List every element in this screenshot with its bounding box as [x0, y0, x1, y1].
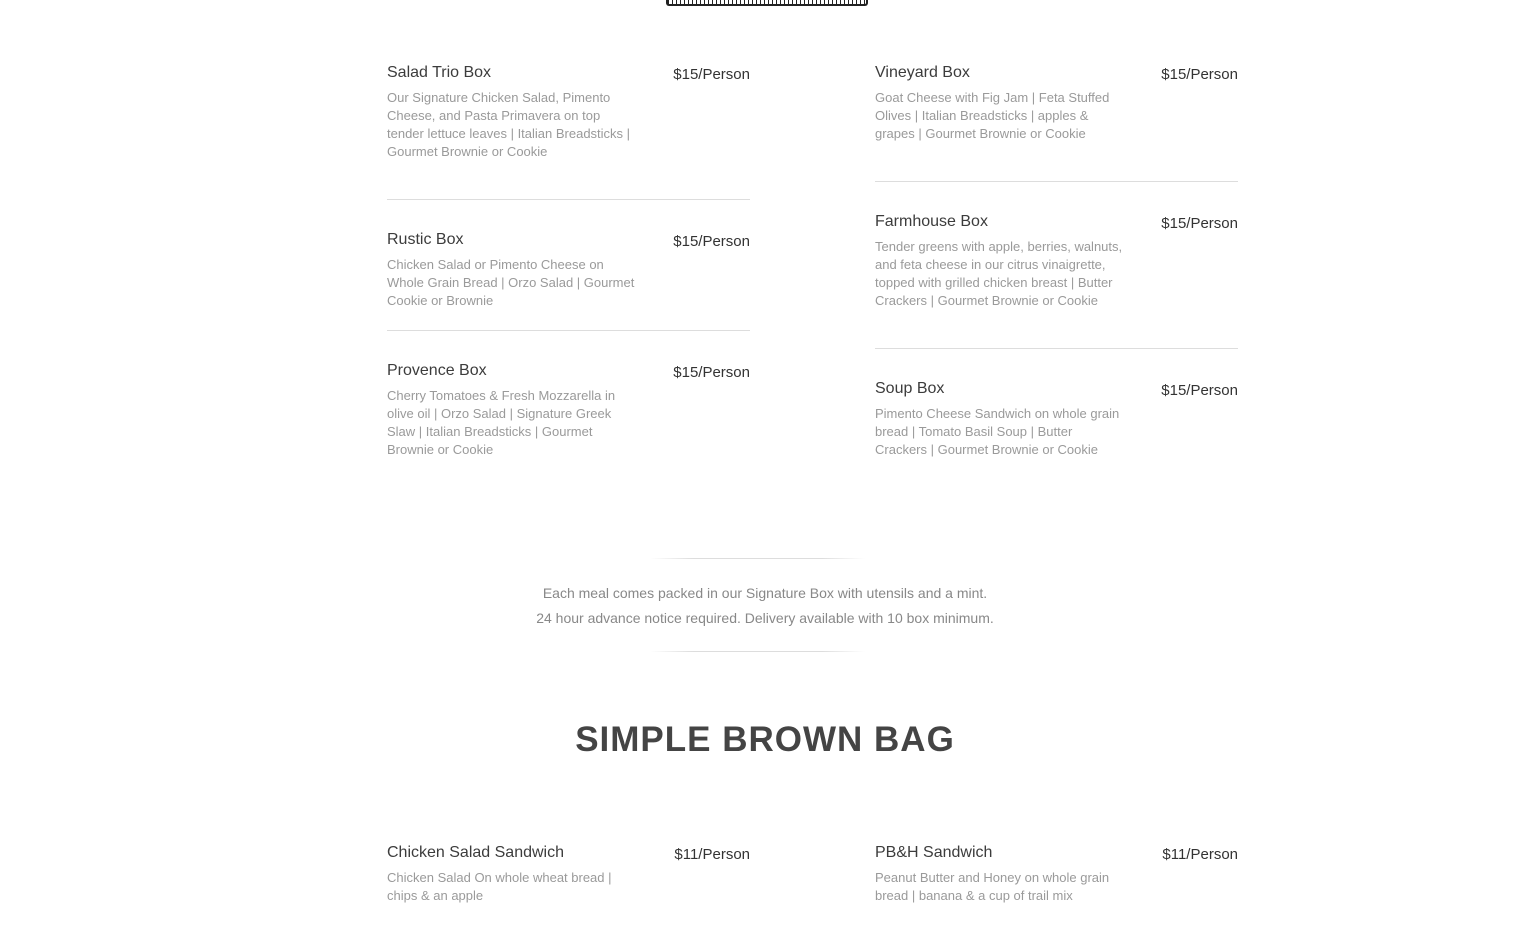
item-description: Goat Cheese with Fig Jam | Feta Stuffed Olives | Italian Breadsticks | apples & grapes | Gourmet Brownie or Cookie [875, 90, 1110, 141]
divider [875, 348, 1238, 349]
item-title: Rustic Box [387, 231, 464, 248]
note-packing: Each meal comes packed in our Signature Box with utensils and a mint. [542, 585, 988, 601]
item-title: Vineyard Box [875, 64, 970, 81]
item-title: Chicken Salad Sandwich [387, 844, 564, 861]
item-price: $15/Person [673, 66, 750, 83]
item-title: PB&H Sandwich [875, 844, 993, 861]
divider [387, 330, 750, 331]
item-description: Our Signature Chicken Salad, Pimento Cheese, and Pasta Primavera on top tender lettuce leaves | Italian Breadsticks | Gourmet Brownie or Cookie [387, 90, 631, 159]
item-title: Soup Box [875, 380, 945, 397]
item-price: $15/Person [1161, 215, 1238, 232]
note-delivery: 24 hour advance notice required. Delivery available with 10 box minimum. [536, 610, 994, 626]
divider [387, 199, 750, 200]
item-title: Provence Box [387, 362, 487, 379]
section-heading: SIMPLE BROWN BAG [575, 720, 955, 759]
item-price: $11/Person [1162, 846, 1238, 863]
item-description: Chicken Salad On whole wheat bread | chips & an apple [387, 870, 612, 903]
item-price: $15/Person [1161, 382, 1238, 399]
item-description: Tender greens with apple, berries, walnuts, and feta cheese in our citrus vinaigrette, topped with grilled chicken breast | Butter Crackers | Gourmet Brownie or Cookie [875, 239, 1123, 308]
decorative-box-illustration [666, 0, 868, 6]
item-title: Farmhouse Box [875, 213, 988, 230]
divider [875, 181, 1238, 182]
item-price: $15/Person [673, 233, 750, 250]
item-description: Chicken Salad or Pimento Cheese on Whole Grain Bread | Orzo Salad | Gourmet Cookie or Brownie [387, 257, 635, 308]
item-description: Pimento Cheese Sandwich on whole grain bread | Tomato Basil Soup | Butter Crackers | Gourmet Brownie or Cookie [875, 406, 1120, 457]
item-price: $15/Person [673, 364, 750, 381]
item-description: Peanut Butter and Honey on whole grain bread | banana & a cup of trail mix [875, 870, 1110, 903]
item-price: $15/Person [1161, 66, 1238, 83]
item-title: Salad Trio Box [387, 64, 492, 81]
item-price: $11/Person [674, 846, 750, 863]
divider [650, 558, 865, 559]
item-description: Cherry Tomatoes & Fresh Mozzarella in olive oil | Orzo Salad | Signature Greek Slaw | Italian Breadsticks | Gourmet Brownie or Cookie [387, 388, 616, 457]
divider [650, 651, 865, 652]
